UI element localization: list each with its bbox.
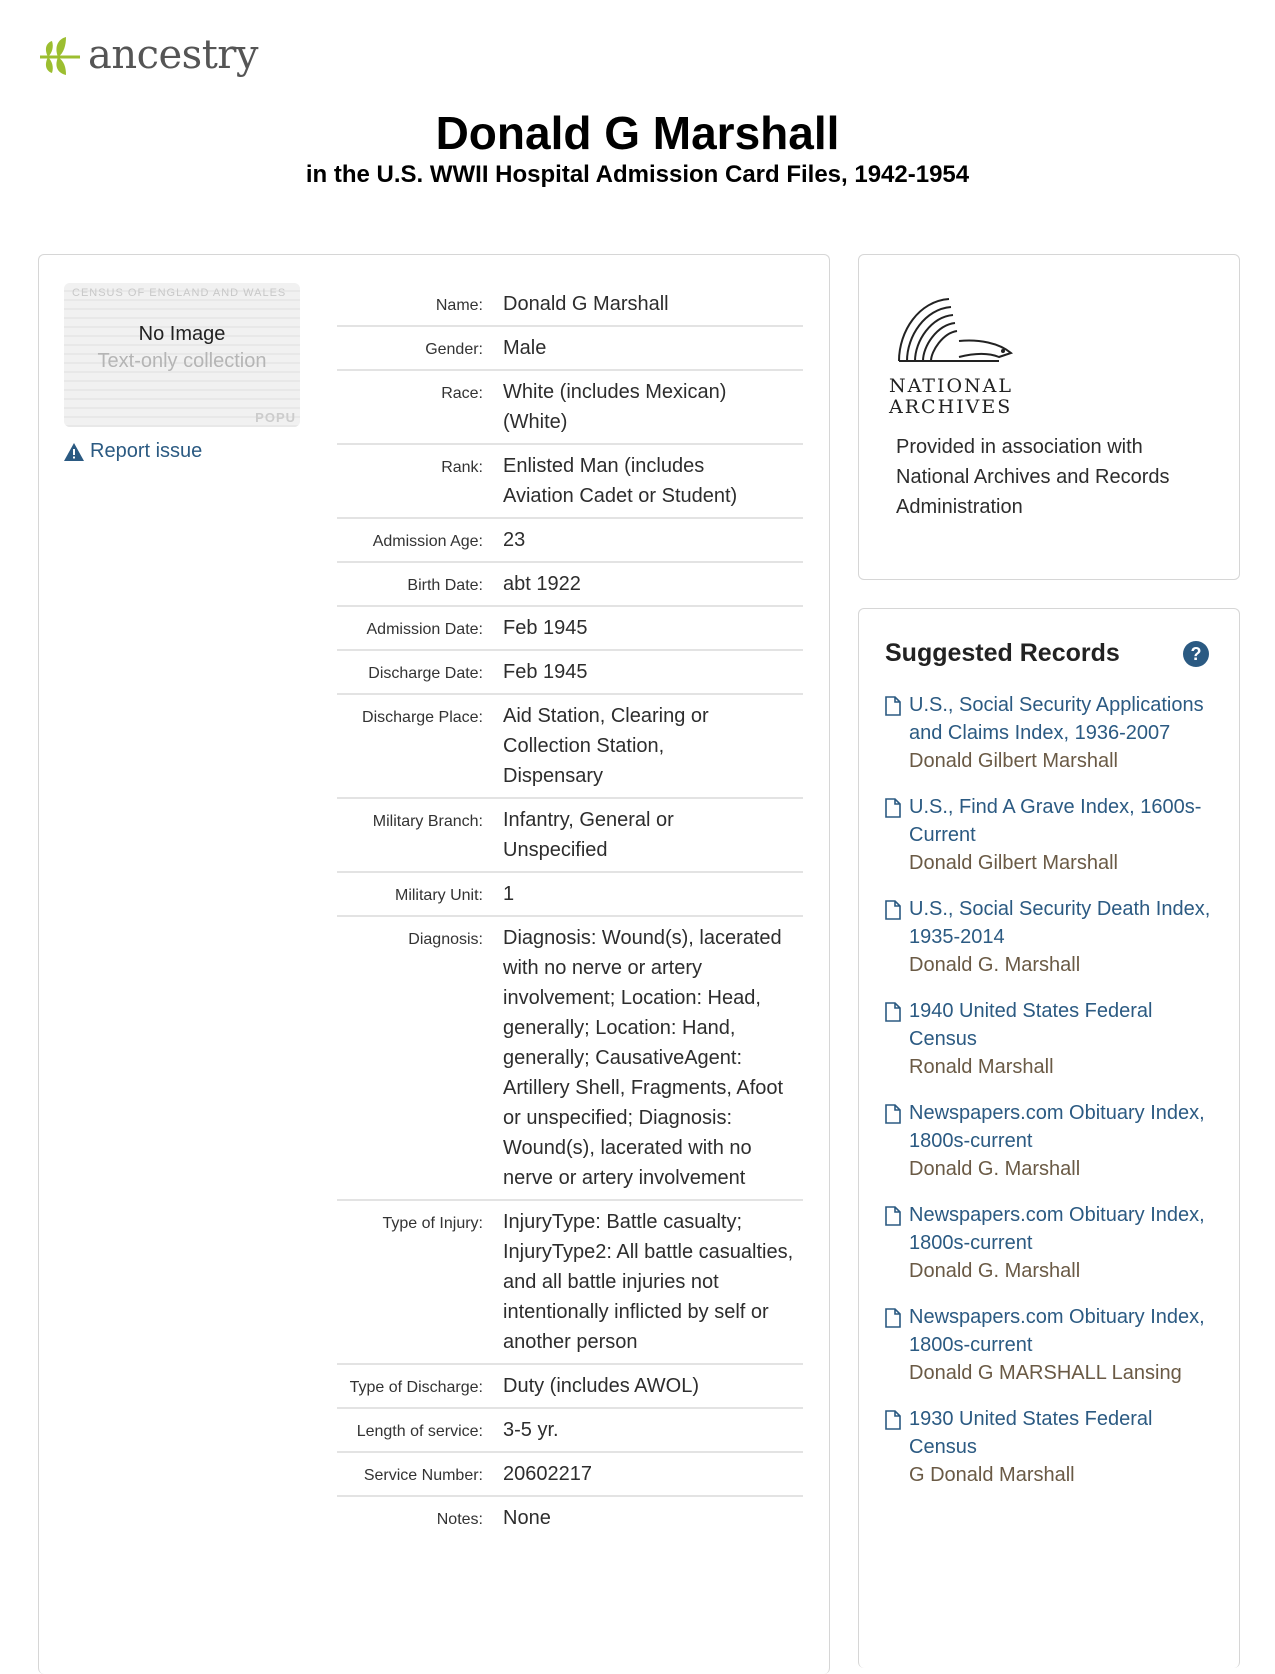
field-row-discharge-date: [337, 651, 803, 695]
suggested-record-item[interactable]: [885, 1201, 1225, 1285]
report-issue-link[interactable]: [64, 440, 202, 463]
document-icon: [885, 1308, 901, 1328]
field-value: InjuryType: Battle casualty; InjuryType2: All battle casualties, and all battle injuries not intentionally inflicted by self or another person: [503, 1211, 794, 1353]
nara-wordmark-line-2: ARCHIVES: [889, 396, 1013, 418]
field-value: Donald G Marshall: [503, 293, 669, 315]
field-label: Notes:: [436, 1511, 483, 1528]
suggested-record-person: Donald G. Marshall: [909, 954, 1081, 976]
suggested-record-link[interactable]: 1930 United States Federal Census: [909, 1408, 1153, 1458]
no-image-label: No Image: [138, 323, 226, 345]
nara-wordmark-line-1: NATIONAL: [889, 375, 1014, 397]
suggested-record-person: Donald G MARSHALL Lansing: [909, 1362, 1182, 1384]
field-value: 3-5 yr.: [503, 1419, 559, 1441]
nara-association-text: Provided in association with National Archives and Records Administration: [896, 436, 1170, 518]
field-value: Duty (includes AWOL): [503, 1375, 699, 1397]
field-row-type-of-injury: [337, 1201, 803, 1365]
suggested-record-item[interactable]: [885, 1405, 1225, 1489]
thumbnail-bg-text: CENSUS OF ENGLAND AND WALES: [72, 287, 287, 299]
suggested-record-item[interactable]: [885, 895, 1225, 979]
field-value: Feb 1945: [503, 661, 588, 683]
field-row-race: [337, 371, 803, 445]
document-icon: [885, 1206, 901, 1226]
record-fields: [337, 283, 803, 1539]
field-value: Feb 1945: [503, 617, 588, 639]
field-label: Type of Injury:: [382, 1215, 483, 1232]
field-label: Discharge Place:: [362, 709, 483, 726]
field-label: Type of Discharge:: [349, 1379, 483, 1396]
suggested-record-link[interactable]: Newspapers.com Obituary Index, 1800s-current: [909, 1204, 1205, 1254]
field-label: Name:: [435, 297, 483, 314]
suggested-records-title: Suggested Records: [885, 639, 1120, 667]
warning-icon: [64, 443, 84, 461]
suggested-record-link[interactable]: Newspapers.com Obituary Index, 1800s-current: [909, 1102, 1205, 1152]
suggested-record-person: Donald G. Marshall: [909, 1260, 1081, 1282]
document-icon: [885, 1104, 901, 1124]
field-label: Admission Date:: [366, 621, 483, 638]
field-row-type-of-discharge: [337, 1365, 803, 1409]
field-row-notes: [337, 1497, 803, 1539]
national-archives-logo[interactable]: [889, 291, 1025, 418]
suggested-record-person: G Donald Marshall: [909, 1464, 1075, 1486]
page-subtitle: in the U.S. WWII Hospital Admission Card Files, 1942-1954: [305, 160, 970, 188]
field-value: Male: [503, 337, 547, 359]
field-row-birth-date: [337, 563, 803, 607]
leaf-icon: [36, 35, 84, 75]
field-label: Birth Date:: [407, 577, 483, 594]
help-icon[interactable]: ?: [1183, 641, 1209, 667]
nara-card: [858, 254, 1240, 580]
brand-name: ancestry: [88, 32, 259, 78]
field-value: 20602217: [503, 1463, 592, 1485]
field-value: abt 1922: [503, 573, 581, 595]
suggested-record-item[interactable]: [885, 1303, 1225, 1387]
eagle-icon: [889, 291, 1019, 371]
suggested-record-item[interactable]: [885, 1099, 1225, 1183]
suggested-record-link[interactable]: U.S., Social Security Death Index, 1935-2014: [909, 898, 1211, 948]
suggested-record-link[interactable]: U.S., Social Security Applications and Claims Index, 1936-2007: [909, 694, 1204, 744]
suggested-record-item[interactable]: [885, 997, 1225, 1081]
thumbnail-bg-text-2: POPU: [255, 410, 296, 425]
field-label: Diagnosis:: [408, 931, 483, 948]
field-label: Discharge Date:: [368, 665, 483, 682]
field-value: Diagnosis: Wound(s), lacerated with no nerve or artery involvement; Location: Head, generally; Location: Hand, generally; CausativeAgent: Artillery Shell, Fragments, Afoot or unspecified; Diagnosis: Wound(s), lacerated with no nerve or artery involvement: [503, 927, 784, 1189]
suggested-record-link[interactable]: U.S., Find A Grave Index, 1600s-Current: [909, 796, 1202, 846]
document-icon: [885, 1002, 901, 1022]
suggested-record-person: Donald G. Marshall: [909, 1158, 1081, 1180]
record-thumbnail: [64, 283, 300, 427]
field-label: Service Number:: [363, 1467, 483, 1484]
document-icon: [885, 696, 901, 716]
field-label: Length of service:: [356, 1423, 483, 1440]
suggested-records-list: [885, 691, 1225, 1507]
field-label: Military Branch:: [372, 813, 483, 830]
field-value: 1: [503, 883, 515, 905]
field-row-admission-date: [337, 607, 803, 651]
page-title: Donald G Marshall: [435, 107, 840, 159]
suggested-record-person: Ronald Marshall: [909, 1056, 1054, 1078]
field-row-discharge-place: [337, 695, 803, 799]
field-row-rank: [337, 445, 803, 519]
field-label: Race:: [441, 385, 483, 402]
field-label: Rank:: [441, 459, 483, 476]
title-block: [0, 108, 1275, 189]
field-value: Aid Station, Clearing or Collection Station, Dispensary: [503, 705, 709, 787]
field-value: 23: [503, 529, 526, 551]
field-value: White (includes Mexican) (White): [503, 381, 727, 433]
field-value: None: [503, 1507, 551, 1529]
field-row-length-of-service: [337, 1409, 803, 1453]
suggested-records-card: [858, 608, 1240, 1668]
field-value: Infantry, General or Unspecified: [503, 809, 674, 861]
text-only-label: Text-only collection: [97, 350, 267, 372]
document-icon: [885, 798, 901, 818]
ancestry-logo[interactable]: [36, 32, 258, 78]
field-label: Gender:: [425, 341, 483, 358]
suggested-record-link[interactable]: Newspapers.com Obituary Index, 1800s-current: [909, 1306, 1205, 1356]
report-issue-label: Report issue: [90, 440, 203, 462]
field-row-admission-age: [337, 519, 803, 563]
suggested-record-person: Donald Gilbert Marshall: [909, 750, 1118, 772]
suggested-record-item[interactable]: [885, 793, 1225, 877]
suggested-record-item[interactable]: [885, 691, 1225, 775]
field-row-military-branch: [337, 799, 803, 873]
field-row-service-number: [337, 1453, 803, 1497]
field-label: Admission Age:: [372, 533, 483, 550]
field-row-name: [337, 283, 803, 327]
field-row-diagnosis: [337, 917, 803, 1201]
document-icon: [885, 1410, 901, 1430]
field-row-military-unit: [337, 873, 803, 917]
field-value: Enlisted Man (includes Aviation Cadet or Student): [503, 455, 738, 507]
suggested-record-link[interactable]: 1940 United States Federal Census: [909, 1000, 1153, 1050]
document-icon: [885, 900, 901, 920]
field-row-gender: [337, 327, 803, 371]
suggested-record-person: Donald Gilbert Marshall: [909, 852, 1118, 874]
field-label: Military Unit:: [394, 887, 483, 904]
